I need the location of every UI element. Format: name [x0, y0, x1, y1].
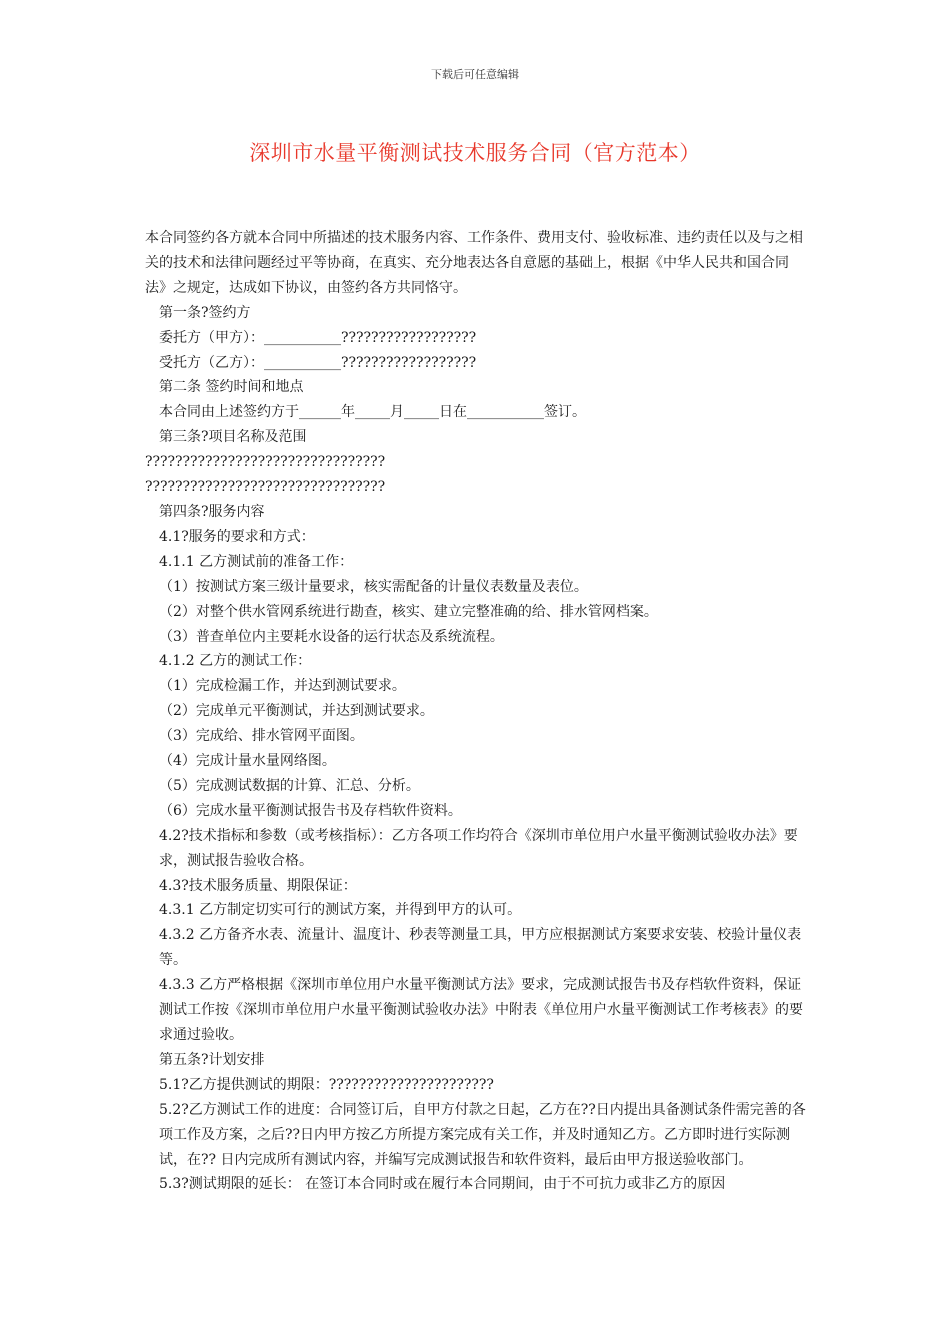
paragraph: 4.3.2 乙方备齐水表、流量计、温度计、秒表等测量工具，甲方应根据测试方案要求安装、校验计量仪表等。 — [159, 927, 802, 969]
paragraph: （2）对整个供水管网系统进行勘查，核实、建立完整准确的给、排水管网档案。 — [159, 603, 658, 620]
paragraph: （1）完成检漏工作，并达到测试要求。 — [159, 678, 406, 695]
document-body — [145, 226, 807, 1197]
paragraph: 本合同由上述签约方于______年_____月_____日在___________签订。 — [159, 404, 586, 421]
document-title: 深圳市水量平衡测试技术服务合同（官方范本） — [249, 141, 701, 165]
paragraph: 4.3.3 乙方严格根据《深圳市单位用户水量平衡测试方法》要求，完成测试报告书及存档软件资料，保证测试工作按《深圳市单位用户水量平衡测试验收办法》中附表《单位用户水量平衡测试工作考核表》的要求通过验收。 — [159, 977, 803, 1043]
paragraph: 第三条?项目名称及范围 — [159, 429, 307, 446]
paragraph: 4.1.1 乙方测试前的准备工作： — [159, 553, 354, 570]
paragraph: （3）完成给、排水管网平面图。 — [159, 728, 364, 745]
paragraph: （3）普查单位内主要耗水设备的运行状态及系统流程。 — [159, 628, 504, 645]
paragraph: 4.1?服务的要求和方式： — [159, 528, 315, 545]
paragraph: 委托方（甲方）：___________?????????????????? — [159, 329, 477, 346]
paragraph: 第一条?签约方 — [159, 304, 251, 321]
paragraph: 5.2?乙方测试工作的进度：合同签订后，自甲方付款之日起，乙方在??日内提出具备测试条件需完善的各项工作及方案，之后??日内甲方按乙方所提方案完成有关工作，并及时通知乙方。乙方即时进行实际测试，在?? 日内完成所有测试内容，并编写完成测试报告和软件资料，最后由甲方报送验收部门。 — [159, 1101, 806, 1168]
paragraph: 本合同签约各方就本合同中所描述的技术服务内容、工作条件、费用支付、验收标准、违约责任以及与之相关的技术和法律问题经过平等协商，在真实、充分地表达各自意愿的基础上，根据《中华人民共和国合同法》之规定，达成如下协议，由签约各方共同恪守。 — [145, 230, 803, 296]
paragraph: 4.2?技术指标和参数（或考核指标）：乙方各项工作均符合《深圳市单位用户水量平衡测试验收办法》要求，测试报告验收合格。 — [159, 827, 798, 869]
paragraph: 4.3.1 乙方制定切实可行的测试方案，并得到甲方的认可。 — [159, 902, 522, 919]
paragraph: 5.1?乙方提供测试的期限：?????????????????????? — [159, 1076, 494, 1093]
paragraph: ???????????????????????????????? — [145, 479, 386, 496]
paragraph: （1）按测试方案三级计量要求，核实需配备的计量仪表数量及表位。 — [159, 578, 588, 595]
paragraph: ???????????????????????????????? — [145, 454, 386, 471]
paragraph: （6）完成水量平衡测试报告书及存档软件资料。 — [159, 802, 462, 819]
paragraph: 第四条?服务内容 — [159, 503, 265, 520]
paragraph: 受托方（乙方）：___________?????????????????? — [159, 354, 477, 371]
paragraph: 第二条 签约时间和地点 — [159, 379, 304, 396]
paragraph: （5）完成测试数据的计算、汇总、分析。 — [159, 777, 420, 794]
paragraph: 4.1.2 乙方的测试工作： — [159, 653, 312, 670]
header-note: 下载后可任意编辑 — [431, 68, 519, 81]
paragraph: 4.3?技术服务质量、期限保证： — [159, 877, 357, 894]
paragraph: 第五条?计划安排 — [159, 1051, 265, 1068]
paragraph: （4）完成计量水量网络图。 — [159, 753, 336, 770]
paragraph: （2）完成单元平衡测试，并达到测试要求。 — [159, 703, 434, 720]
paragraph: 5.3?测试期限的延长： 在签订本合同时或在履行本合同期间，由于不可抗力或非乙方的原因 — [159, 1176, 726, 1193]
